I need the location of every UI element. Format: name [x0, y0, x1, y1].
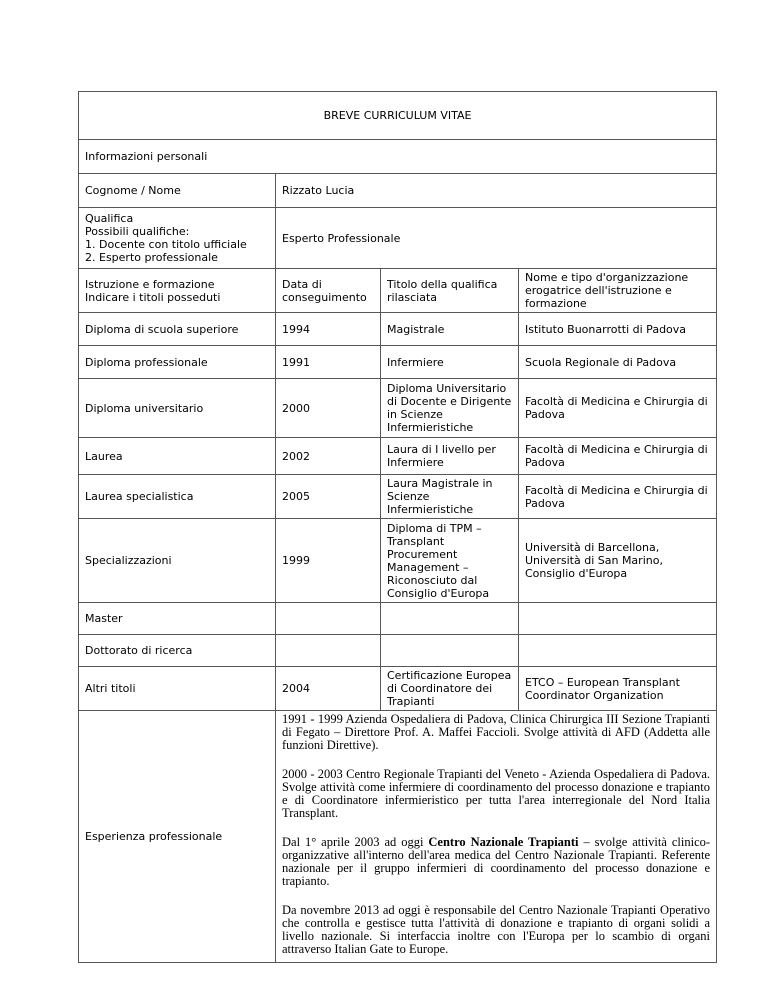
education-type: Diploma professionale — [79, 346, 276, 379]
experience-paragraph: 1991 - 1999 Azienda Ospedaliera di Padova, Clinica Chirurgica III Sezione Trapianti di Fegato – Direttore Prof. A. Maffei Faccioli. Svolge attività di AFD (Addetta alle funzioni Direttive). — [282, 712, 711, 752]
education-type: Diploma universitario — [79, 379, 276, 438]
column-header-org: Nome e tipo d'organizzazione erogatrice dell'istruzione e formazione — [519, 269, 717, 313]
education-year: 2004 — [276, 667, 381, 711]
experience-text-span: – svolge attività clinico-organizzative all'interno dell'area medica del Centro Nazionale Trapianti. Referente nazionale per il gruppo infermieri di coordinamento del processo donazione e trapianto. — [282, 835, 711, 888]
name-value: Rizzato Lucia — [276, 174, 717, 208]
education-title: Laura di I livello per Infermiere — [381, 438, 519, 475]
document-title: BREVE CURRICULUM VITAE — [79, 92, 717, 140]
education-title: Laura Magistrale in Scienze Infermieristiche — [381, 475, 519, 519]
experience-paragraph — [282, 836, 710, 888]
education-title: Certificazione Europea di Coordinatore dei Trapianti — [381, 667, 519, 711]
education-org: Facoltà di Medicina e Chirurgia di Padova — [519, 438, 717, 475]
education-title — [381, 603, 519, 635]
column-header-date: Data di conseguimento — [276, 269, 381, 313]
education-type: Diploma di scuola superiore — [79, 313, 276, 346]
education-year: 1999 — [276, 519, 381, 603]
cv-table — [78, 91, 717, 963]
education-year: 2000 — [276, 379, 381, 438]
qualifica-cell — [79, 208, 276, 269]
education-year — [276, 603, 381, 635]
education-title: Diploma di TPM – Transplant Procurement Management – Riconosciuto dal Consiglio d'Europa — [381, 519, 519, 603]
experience-paragraph: Da novembre 2013 ad oggi è responsabile del Centro Nazionale Trapianti Operativo che controlla e gestisce tutta l'attività di donazione e trapianto di organi solidi a livello nazionale. Si interfaccia inoltre con l'Europa per lo scambio di organi attraverso Italian Gate to Europe. — [282, 903, 711, 956]
istruzione-header — [79, 269, 276, 313]
experience-paragraph — [282, 768, 710, 820]
education-year: 2005 — [276, 475, 381, 519]
education-year: 2002 — [276, 438, 381, 475]
education-org — [519, 603, 717, 635]
education-title: Magistrale — [381, 313, 519, 346]
education-year: 1991 — [276, 346, 381, 379]
experience-text-span: 2000 - 2003 Centro Regionale Trapianti del Veneto - Azienda Ospedaliera di Padova. Svolge attività come infermiere di coordinamento del processo donazione e trapianto e di Coordinatore infermieristico per tutta l'area interregionale del Nord Italia Transplant. — [282, 767, 711, 820]
experience-text-span: Dal 1° aprile 2003 ad oggi — [282, 835, 429, 849]
education-type: Master — [79, 603, 276, 635]
education-org: Scuola Regionale di Padova — [519, 346, 717, 379]
education-org: Facoltà di Medicina e Chirurgia di Padova — [519, 475, 717, 519]
education-year: 1994 — [276, 313, 381, 346]
education-type: Altri titoli — [79, 667, 276, 711]
education-title: Infermiere — [381, 346, 519, 379]
section-personal-info: Informazioni personali — [79, 140, 717, 174]
education-type: Laurea — [79, 438, 276, 475]
qualifica-label: Qualifica — [85, 212, 134, 225]
education-title — [381, 635, 519, 667]
istruzione-label: Istruzione e formazione — [85, 277, 215, 291]
experience-text — [276, 711, 717, 963]
qualifica-option: Possibili qualifiche: — [85, 225, 190, 238]
education-org — [519, 635, 717, 667]
qualifica-option: 2. Esperto professionale — [85, 251, 218, 264]
education-type: Specializzazioni — [79, 519, 276, 603]
education-title: Diploma Universitario di Docente e Dirigente in Scienze Infermieristiche — [381, 379, 519, 438]
education-org: Università di Barcellona, Università di San Marino, Consiglio d'Europa — [519, 519, 717, 603]
name-label: Cognome / Nome — [79, 174, 276, 208]
experience-label: Esperienza professionale — [79, 711, 276, 963]
istruzione-hint: Indicare i titoli posseduti — [85, 290, 221, 304]
education-year — [276, 635, 381, 667]
education-org: ETCO – European Transplant Coordinator Organization — [519, 667, 717, 711]
education-type: Laurea specialistica — [79, 475, 276, 519]
qualifica-option: 1. Docente con titolo ufficiale — [85, 238, 247, 251]
experience-employer: Centro Nazionale Trapianti — [428, 835, 579, 849]
column-header-title: Titolo della qualifica rilasciata — [381, 269, 519, 313]
qualifica-value: Esperto Professionale — [276, 208, 717, 269]
education-type: Dottorato di ricerca — [79, 635, 276, 667]
education-org: Istituto Buonarrotti di Padova — [519, 313, 717, 346]
education-org: Facoltà di Medicina e Chirurgia di Padova — [519, 379, 717, 438]
